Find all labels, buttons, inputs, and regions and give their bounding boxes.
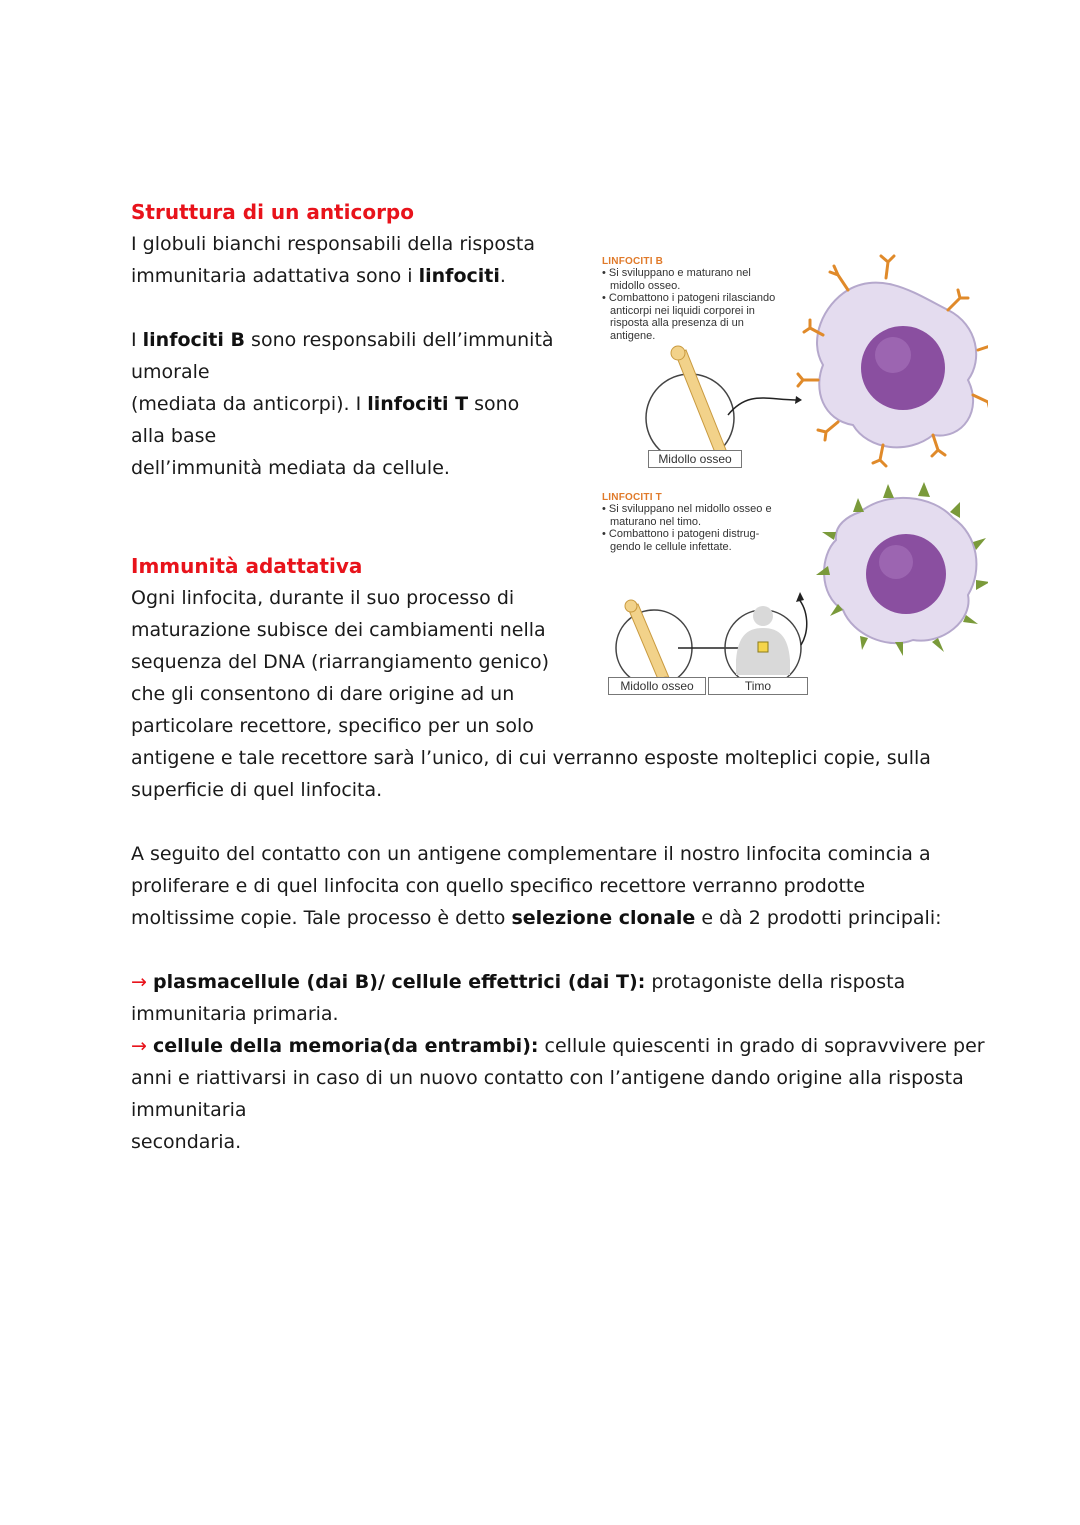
bone-icon-t <box>616 600 692 689</box>
figure-b-title: LINFOCITI B <box>602 256 664 267</box>
fig-line: risposta alla presenza di un <box>610 317 744 329</box>
text-line: moltissime copie. Tale processo è detto selezione clonale e dà 2 prodotti principali: <box>131 907 942 929</box>
text-line: antigene e tale recettore sarà l’unico, di cui verranno esposte molteplici copie, sulla <box>131 747 931 769</box>
fig-line: • Combattono i patogeni rilasciando <box>602 292 776 304</box>
label-midollo-osseo-t: Midollo osseo <box>608 677 706 695</box>
text-line: alla base <box>131 425 217 447</box>
fig-line: antigene. <box>610 329 656 342</box>
text-line: immunitaria <box>131 1099 247 1121</box>
text-line: I globuli bianchi responsabili della risposta <box>131 233 535 255</box>
arrow-bullet: → <box>131 1035 147 1057</box>
bold-term: selezione clonale <box>511 907 696 929</box>
figure-t-title: LINFOCITI T <box>602 492 662 503</box>
text-line: sequenza del DNA (riarrangiamento genico) <box>131 651 550 673</box>
t-cell-icon <box>816 482 988 656</box>
list-item-memoria: → cellule della memoria(da entrambi): cellule quiescenti in grado di sopravvivere per <box>131 1035 985 1057</box>
fig-line: • Si sviluppano e maturano nel <box>602 267 751 279</box>
text-line: anni e riattivarsi in caso di un nuovo contatto con l’antigene dando origine alla risposta <box>131 1067 964 1089</box>
text-line: superficie di quel linfocita. <box>131 779 383 801</box>
heading-immunita-adattativa: Immunità adattativa <box>131 554 363 578</box>
text-line: che gli consentono di dare origine ad un <box>131 683 515 705</box>
human-torso-icon <box>725 606 801 686</box>
text-line: particolare recettore, specifico per un solo <box>131 715 534 737</box>
arrow-b <box>728 398 796 415</box>
bold-term: linfociti <box>418 265 500 287</box>
fig-line: • Si sviluppano nel midollo osseo e <box>602 503 772 515</box>
text-line: A seguito del contatto con un antigene complementare il nostro linfocita comincia a <box>131 843 931 865</box>
list-item-plasmacellule: → plasmacellule (dai B)/ cellule effettrici (dai T): protagoniste della risposta <box>131 971 906 993</box>
text-line: immunitaria adattativa sono i linfociti. <box>131 265 506 287</box>
arrow-bullet: → <box>131 971 147 993</box>
bold-term: linfociti B <box>142 329 245 351</box>
heading-struttura-anticorpo: Struttura di un anticorpo <box>131 200 414 224</box>
text-line: immunitaria primaria. <box>131 1003 339 1025</box>
text-line: (mediata da anticorpi). I linfociti T sono <box>131 393 520 415</box>
label-timo: Timo <box>708 677 808 695</box>
figure-t-text <box>602 492 772 553</box>
bone-icon-b <box>646 346 734 465</box>
fig-line: midollo osseo. <box>610 279 681 292</box>
fig-line: anticorpi nei liquidi corporei in <box>610 304 755 317</box>
text-line: maturazione subisce dei cambiamenti nella <box>131 619 546 641</box>
lymphocyte-figure <box>598 250 988 700</box>
b-cell-icon <box>798 256 988 466</box>
bold-term: linfociti T <box>367 393 469 415</box>
fig-line: maturano nel timo. <box>610 515 702 528</box>
text-line: proliferare e di quel linfocita con quello specifico recettore verranno prodotte <box>131 875 866 897</box>
text-line: secondaria. <box>131 1131 242 1153</box>
text-line: umorale <box>131 361 210 383</box>
fig-line: • Combattono i patogeni distrug- <box>602 528 760 540</box>
figure-illustration <box>598 250 988 700</box>
fig-line: gendo le cellule infettate. <box>610 540 732 553</box>
text-line: dell’immunità mediata da cellule. <box>131 457 450 479</box>
text-line: Ogni linfocita, durante il suo processo di <box>131 587 515 609</box>
label-midollo-osseo-b: Midollo osseo <box>648 450 742 468</box>
text-line: I linfociti B sono responsabili dell’immunità <box>131 329 554 351</box>
